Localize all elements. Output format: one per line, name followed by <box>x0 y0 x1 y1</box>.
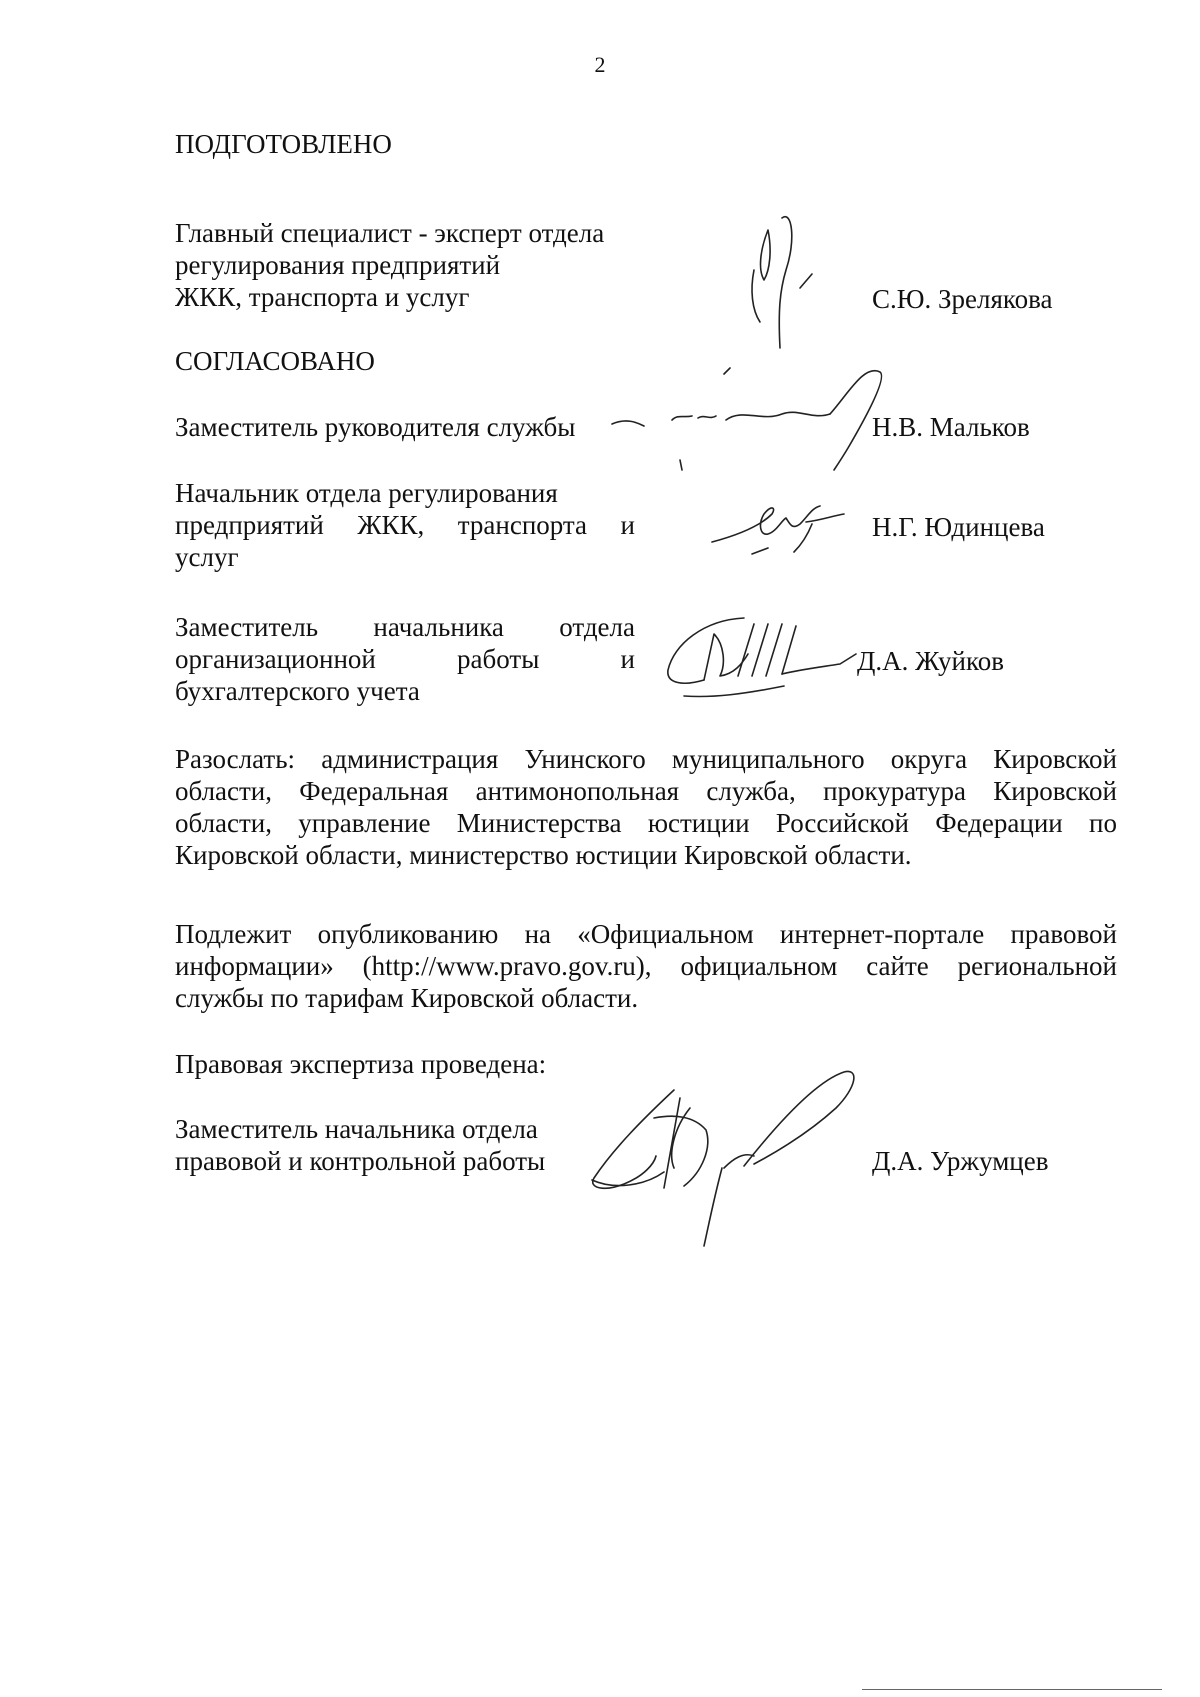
publication-line-1: Подлежит опубликованию на «Официальном интернет-портале правовой <box>175 919 1117 949</box>
agreed-position-2-line-1: Начальник отдела регулирования <box>175 478 558 508</box>
distribution-line-3: области, управление Министерства юстиции Российской Федерации по <box>175 808 1117 838</box>
legal-review-heading: Правовая экспертиза проведена: <box>175 1049 547 1079</box>
legal-review-position-line-1: Заместитель начальника отдела <box>175 1114 538 1144</box>
prepared-name: С.Ю. Зрелякова <box>872 284 1053 314</box>
distribution-line-1: Разослать: администрация Унинского муниципального округа Кировской <box>175 744 1117 774</box>
distribution-line-4: Кировской области, министерство юстиции Кировской области. <box>175 840 912 870</box>
agreed-heading: СОГЛАСОВАНО <box>175 346 375 376</box>
agreed-position-1: Заместитель руководителя службы <box>175 412 576 442</box>
publication-line-2: информации» (http://www.pravo.gov.ru), официальном сайте региональной <box>175 951 1117 981</box>
distribution-line-2: области, Федеральная антимонопольная служба, прокуратура Кировской <box>175 776 1117 806</box>
agreed-name-2: Н.Г. Юдинцева <box>872 512 1045 542</box>
agreed-name-1: Н.В. Мальков <box>872 412 1030 442</box>
signature-malkov <box>612 364 902 474</box>
agreed-position-3-line-3: бухгалтерского учета <box>175 676 420 706</box>
publication-line-3: службы по тарифам Кировской области. <box>175 983 639 1013</box>
footer-rule <box>862 1689 1162 1690</box>
prepared-position-line-1: Главный специалист - эксперт отдела <box>175 218 605 248</box>
agreed-position-3-line-2: организационной работы и <box>175 644 635 674</box>
legal-review-position-line-2: правовой и контрольной работы <box>175 1146 546 1176</box>
signature-zhuikov <box>664 614 874 704</box>
agreed-name-3: Д.А. Жуйков <box>857 646 1004 676</box>
page-number: 2 <box>594 52 606 77</box>
agreed-position-2-line-3: услуг <box>175 542 239 572</box>
legal-review-name: Д.А. Уржумцев <box>872 1146 1049 1176</box>
signature-urzhumtsev <box>584 1068 874 1248</box>
signature-zrelyakova <box>730 210 820 350</box>
prepared-position-line-3: ЖКК, транспорта и услуг <box>175 282 470 312</box>
agreed-position-2-line-2: предприятий ЖКК, транспорта и <box>175 510 635 540</box>
prepared-position-line-2: регулирования предприятий <box>175 250 501 280</box>
signature-yudintseva <box>712 494 852 564</box>
prepared-heading: ПОДГОТОВЛЕНО <box>175 129 392 159</box>
agreed-position-3-line-1: Заместитель начальника отдела <box>175 612 635 642</box>
